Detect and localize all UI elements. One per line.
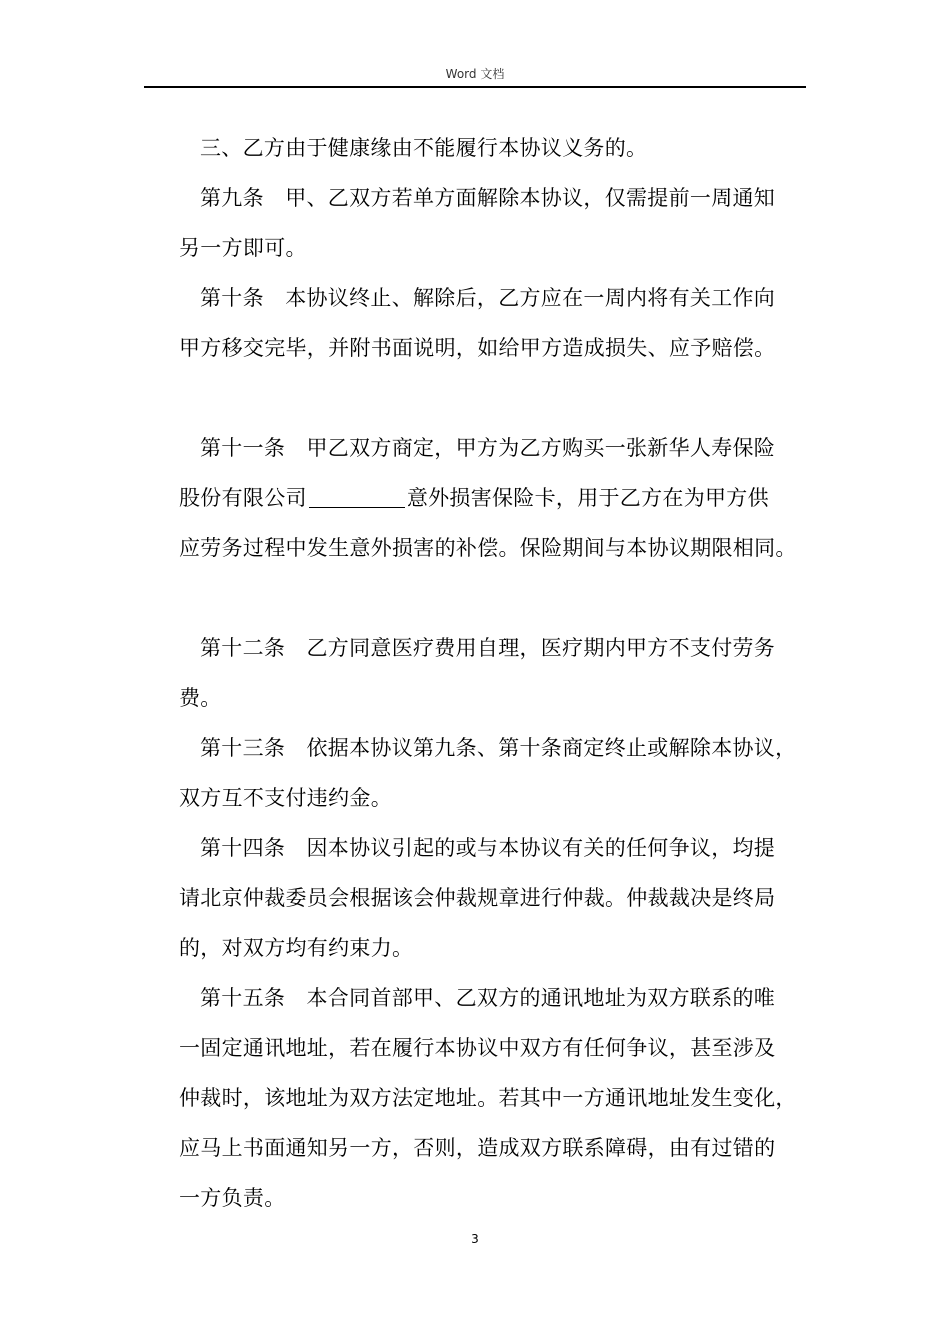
text-line: 一方负责。 bbox=[179, 1186, 286, 1210]
text-line-with-blank bbox=[179, 473, 819, 523]
article-13 bbox=[179, 723, 819, 823]
fill-in-blank bbox=[309, 487, 405, 508]
document-body bbox=[179, 123, 819, 1223]
text-line: 应劳务过程中发生意外损害的补偿。保险期间与本协议期限相同。 bbox=[179, 536, 797, 560]
paragraph-spacer bbox=[179, 373, 819, 423]
article-9 bbox=[179, 173, 819, 273]
text-line: 仲裁时，该地址为双方法定地址。若其中一方通讯地址发生变化， bbox=[179, 1086, 797, 1110]
header-divider bbox=[144, 86, 806, 88]
text-line: 第十四条 因本协议引起的或与本协议有关的任何争议，均提 bbox=[200, 836, 776, 860]
clause-3-item bbox=[179, 123, 819, 173]
text-line: 一固定通讯地址，若在履行本协议中双方有任何争议，甚至涉及 bbox=[179, 1036, 776, 1060]
text-segment: 意外损害保险卡，用于乙方在为甲方供 bbox=[406, 486, 769, 510]
text-line: 甲方移交完毕，并附书面说明，如给甲方造成损失、应予赔偿。 bbox=[179, 336, 776, 360]
text-line: 的，对双方均有约束力。 bbox=[179, 936, 414, 960]
page-number: 3 bbox=[471, 1232, 479, 1246]
text-line: 双方互不支付违约金。 bbox=[179, 786, 392, 810]
text-line: 第十一条 甲乙双方商定，甲方为乙方购买一张新华人寿保险 bbox=[200, 436, 776, 460]
text-line: 第九条 甲、乙双方若单方面解除本协议，仅需提前一周通知 bbox=[200, 186, 776, 210]
article-11 bbox=[179, 423, 819, 573]
page-header: Word 文档 bbox=[445, 67, 505, 81]
text-line: 费。 bbox=[179, 686, 222, 710]
paragraph-spacer bbox=[179, 573, 819, 623]
text-line: 第十条 本协议终止、解除后，乙方应在一周内将有关工作向 bbox=[200, 286, 776, 310]
article-15 bbox=[179, 973, 819, 1223]
article-12 bbox=[179, 623, 819, 723]
text-line: 第十五条 本合同首部甲、乙双方的通讯地址为双方联系的唯 bbox=[200, 986, 776, 1010]
text-line: 请北京仲裁委员会根据该会仲裁规章进行仲裁。仲裁裁决是终局 bbox=[179, 886, 776, 910]
text-line: 另一方即可。 bbox=[179, 236, 307, 260]
text-segment: 股份有限公司 bbox=[179, 486, 307, 510]
text-line: 第十二条 乙方同意医疗费用自理，医疗期内甲方不支付劳务 bbox=[200, 636, 776, 660]
text-line: 第十三条 依据本协议第九条、第十条商定终止或解除本协议， bbox=[200, 736, 797, 760]
article-10 bbox=[179, 273, 819, 373]
article-14 bbox=[179, 823, 819, 973]
text-line: 应马上书面通知另一方，否则，造成双方联系障碍，由有过错的 bbox=[179, 1136, 776, 1160]
text-line: 三、乙方由于健康缘由不能履行本协议义务的。 bbox=[200, 136, 648, 160]
